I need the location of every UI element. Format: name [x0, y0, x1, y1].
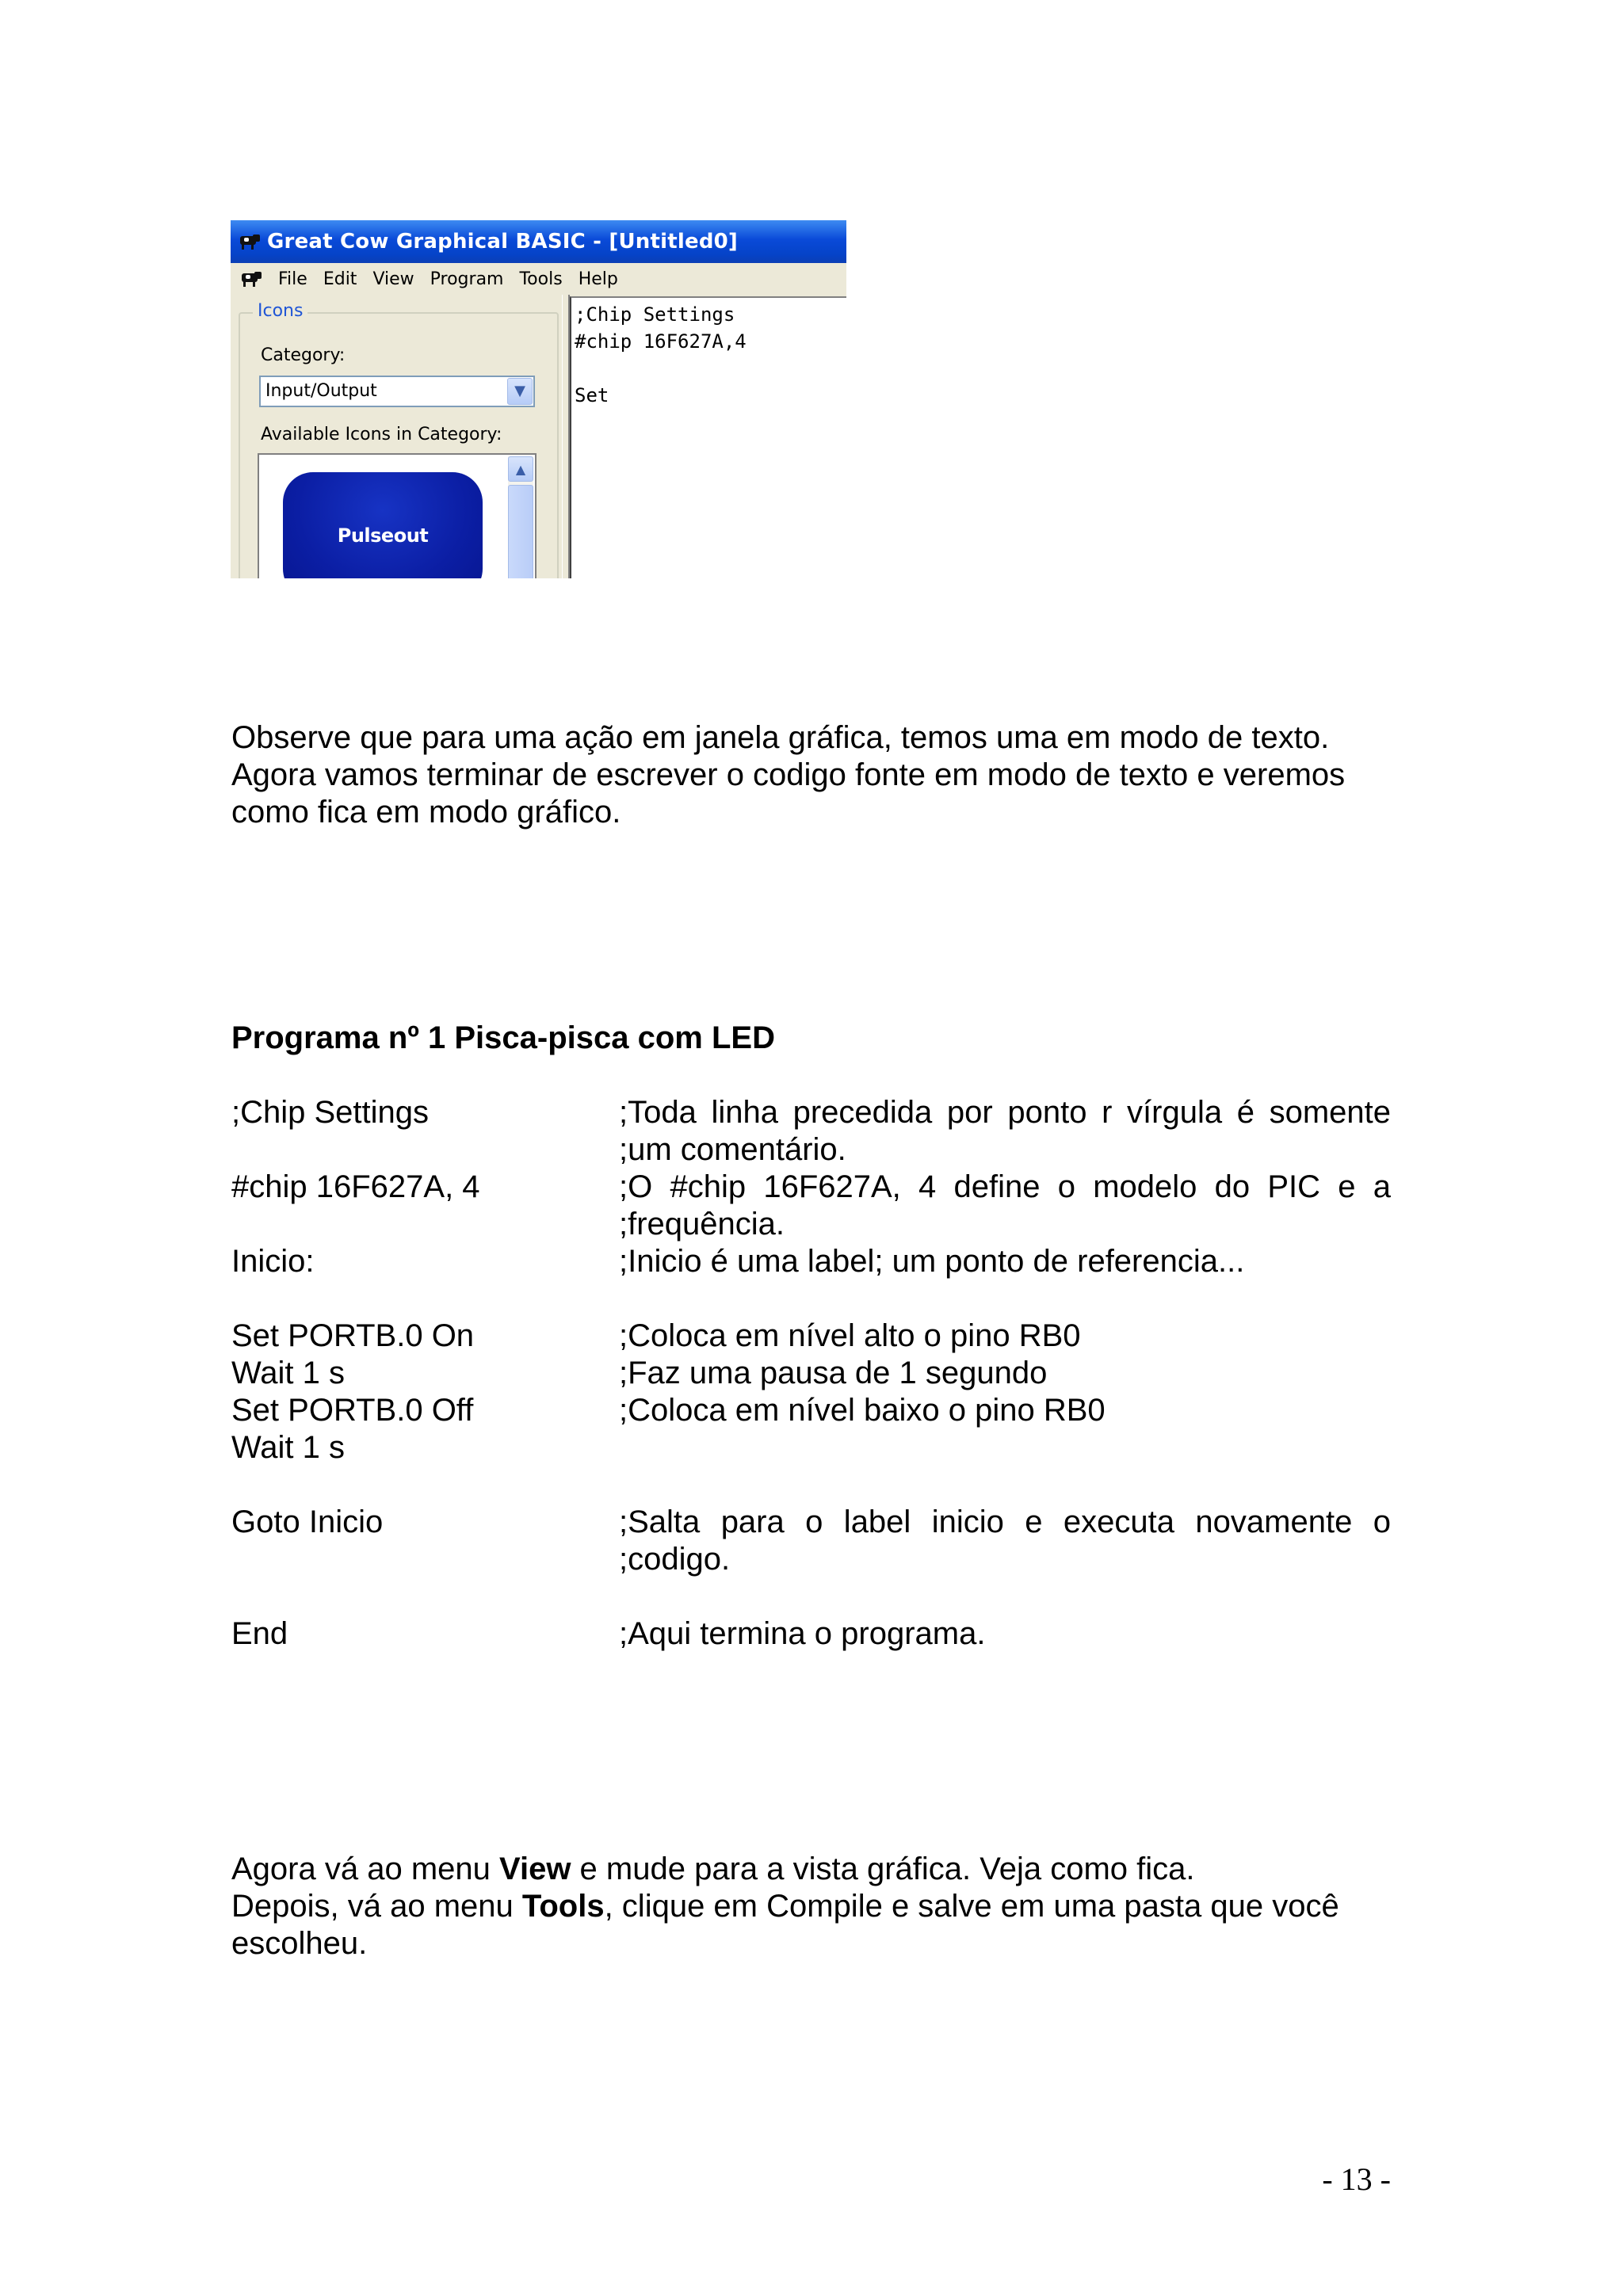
comment-cell: ;Inicio é uma label; um ponto de referencia...	[619, 1244, 1245, 1279]
code-line: Set	[575, 384, 609, 406]
listing-row	[231, 1504, 1391, 1578]
listing-row	[231, 1392, 1391, 1429]
menu-view[interactable]: View	[372, 269, 414, 289]
comment-line: ;Salta para o label inicio e executa novamente o	[619, 1505, 1391, 1539]
menu-file[interactable]: File	[278, 269, 307, 289]
text-run: , clique em Compile e salve em uma pasta que você	[604, 1889, 1339, 1924]
paragraph-line	[231, 1851, 1391, 1888]
icons-panel	[231, 295, 562, 578]
icon-list	[258, 453, 537, 578]
code-cell: Goto Inicio	[231, 1505, 384, 1539]
code-cell: ;Chip Settings	[231, 1095, 430, 1130]
window-title: Great Cow Graphical BASIC - [Untitled0]	[267, 230, 739, 254]
available-icons-label: Available Icons in Category:	[261, 425, 502, 444]
comment-cell	[619, 1094, 1391, 1169]
menu-help[interactable]: Help	[578, 269, 618, 289]
icons-group-label: Icons	[253, 301, 307, 321]
cow-app-icon	[239, 233, 261, 250]
listing-row	[231, 1615, 1391, 1653]
scroll-up-icon[interactable]: ▲	[508, 456, 533, 482]
intro-paragraph	[231, 719, 1391, 831]
code-cell: Set PORTB.0 On	[231, 1318, 475, 1353]
paragraph-line: Agora vamos terminar de escrever o codigo fonte em modo de texto e veremos	[231, 757, 1346, 792]
menu-program[interactable]: Program	[430, 269, 504, 289]
program-listing	[231, 1094, 1391, 1653]
comment-line: ;Toda linha precedida por ponto r vírgula é somente	[619, 1095, 1391, 1130]
paragraph-line: escolheu.	[231, 1926, 368, 1961]
window-titlebar	[231, 220, 846, 263]
category-label: Category:	[261, 345, 346, 365]
comment-cell: ;Faz uma pausa de 1 segundo	[619, 1356, 1048, 1390]
text-run: Agora vá ao menu	[231, 1852, 499, 1886]
listing-row	[231, 1318, 1391, 1355]
view-menu-ref: View	[499, 1852, 571, 1886]
code-cell: Set PORTB.0 Off	[231, 1393, 474, 1428]
comment-cell: ;Aqui termina o programa.	[619, 1616, 986, 1651]
cow-document-icon[interactable]	[240, 270, 262, 288]
code-cell: #chip 16F627A, 4	[231, 1169, 480, 1204]
paragraph-line: Observe que para uma ação em janela gráfica, temos uma em modo de texto.	[231, 720, 1330, 755]
code-cell: End	[231, 1616, 288, 1651]
closing-paragraph	[231, 1851, 1391, 1962]
page-number: - 13 -	[1322, 2161, 1391, 2197]
menu-edit[interactable]: Edit	[323, 269, 357, 289]
category-select[interactable]	[259, 376, 535, 407]
category-select-value: Input/Output	[265, 381, 377, 401]
comment-line: ;O #chip 16F627A, 4 define o modelo do PIC e a	[619, 1169, 1391, 1204]
menu-bar	[231, 263, 846, 295]
listing-row	[231, 1429, 1391, 1466]
paragraph-line	[231, 1888, 1391, 1925]
program-heading: Programa nº 1 Pisca-pisca com LED	[231, 1020, 775, 1055]
text-run: e mude para a vista gráfica. Veja como fica.	[571, 1852, 1195, 1886]
code-cell: Inicio:	[231, 1244, 315, 1279]
paragraph-line: como fica em modo gráfico.	[231, 795, 621, 830]
listing-row	[231, 1169, 1391, 1243]
listing-row	[231, 1243, 1391, 1280]
icon-list-scrollbar[interactable]	[508, 456, 533, 578]
comment-cell: ;Coloca em nível alto o pino RB0	[619, 1318, 1081, 1353]
tools-menu-ref: Tools	[521, 1889, 605, 1924]
comment-cell	[619, 1169, 1391, 1243]
code-editor[interactable]	[570, 296, 846, 578]
code-cell: Wait 1 s	[231, 1430, 345, 1465]
menu-tools[interactable]: Tools	[519, 269, 563, 289]
app-screenshot	[231, 220, 846, 578]
code-line: ;Chip Settings	[575, 303, 735, 326]
code-line	[575, 355, 846, 382]
pulseout-icon-button[interactable]: Pulseout	[283, 472, 483, 578]
pane-splitter[interactable]	[562, 295, 570, 578]
scroll-thumb[interactable]	[508, 485, 533, 578]
comment-line: ;frequência.	[619, 1207, 785, 1241]
comment-cell	[619, 1504, 1391, 1578]
comment-line: ;codigo.	[619, 1542, 731, 1577]
listing-row	[231, 1355, 1391, 1392]
comment-line: ;um comentário.	[619, 1132, 846, 1167]
code-line: #chip 16F627A,4	[575, 330, 747, 353]
comment-cell: ;Coloca em nível baixo o pino RB0	[619, 1393, 1106, 1428]
code-cell: Wait 1 s	[231, 1356, 345, 1390]
chevron-down-icon[interactable]: ▼	[507, 378, 533, 405]
text-run: Depois, vá ao menu	[231, 1889, 522, 1924]
listing-row	[231, 1094, 1391, 1169]
